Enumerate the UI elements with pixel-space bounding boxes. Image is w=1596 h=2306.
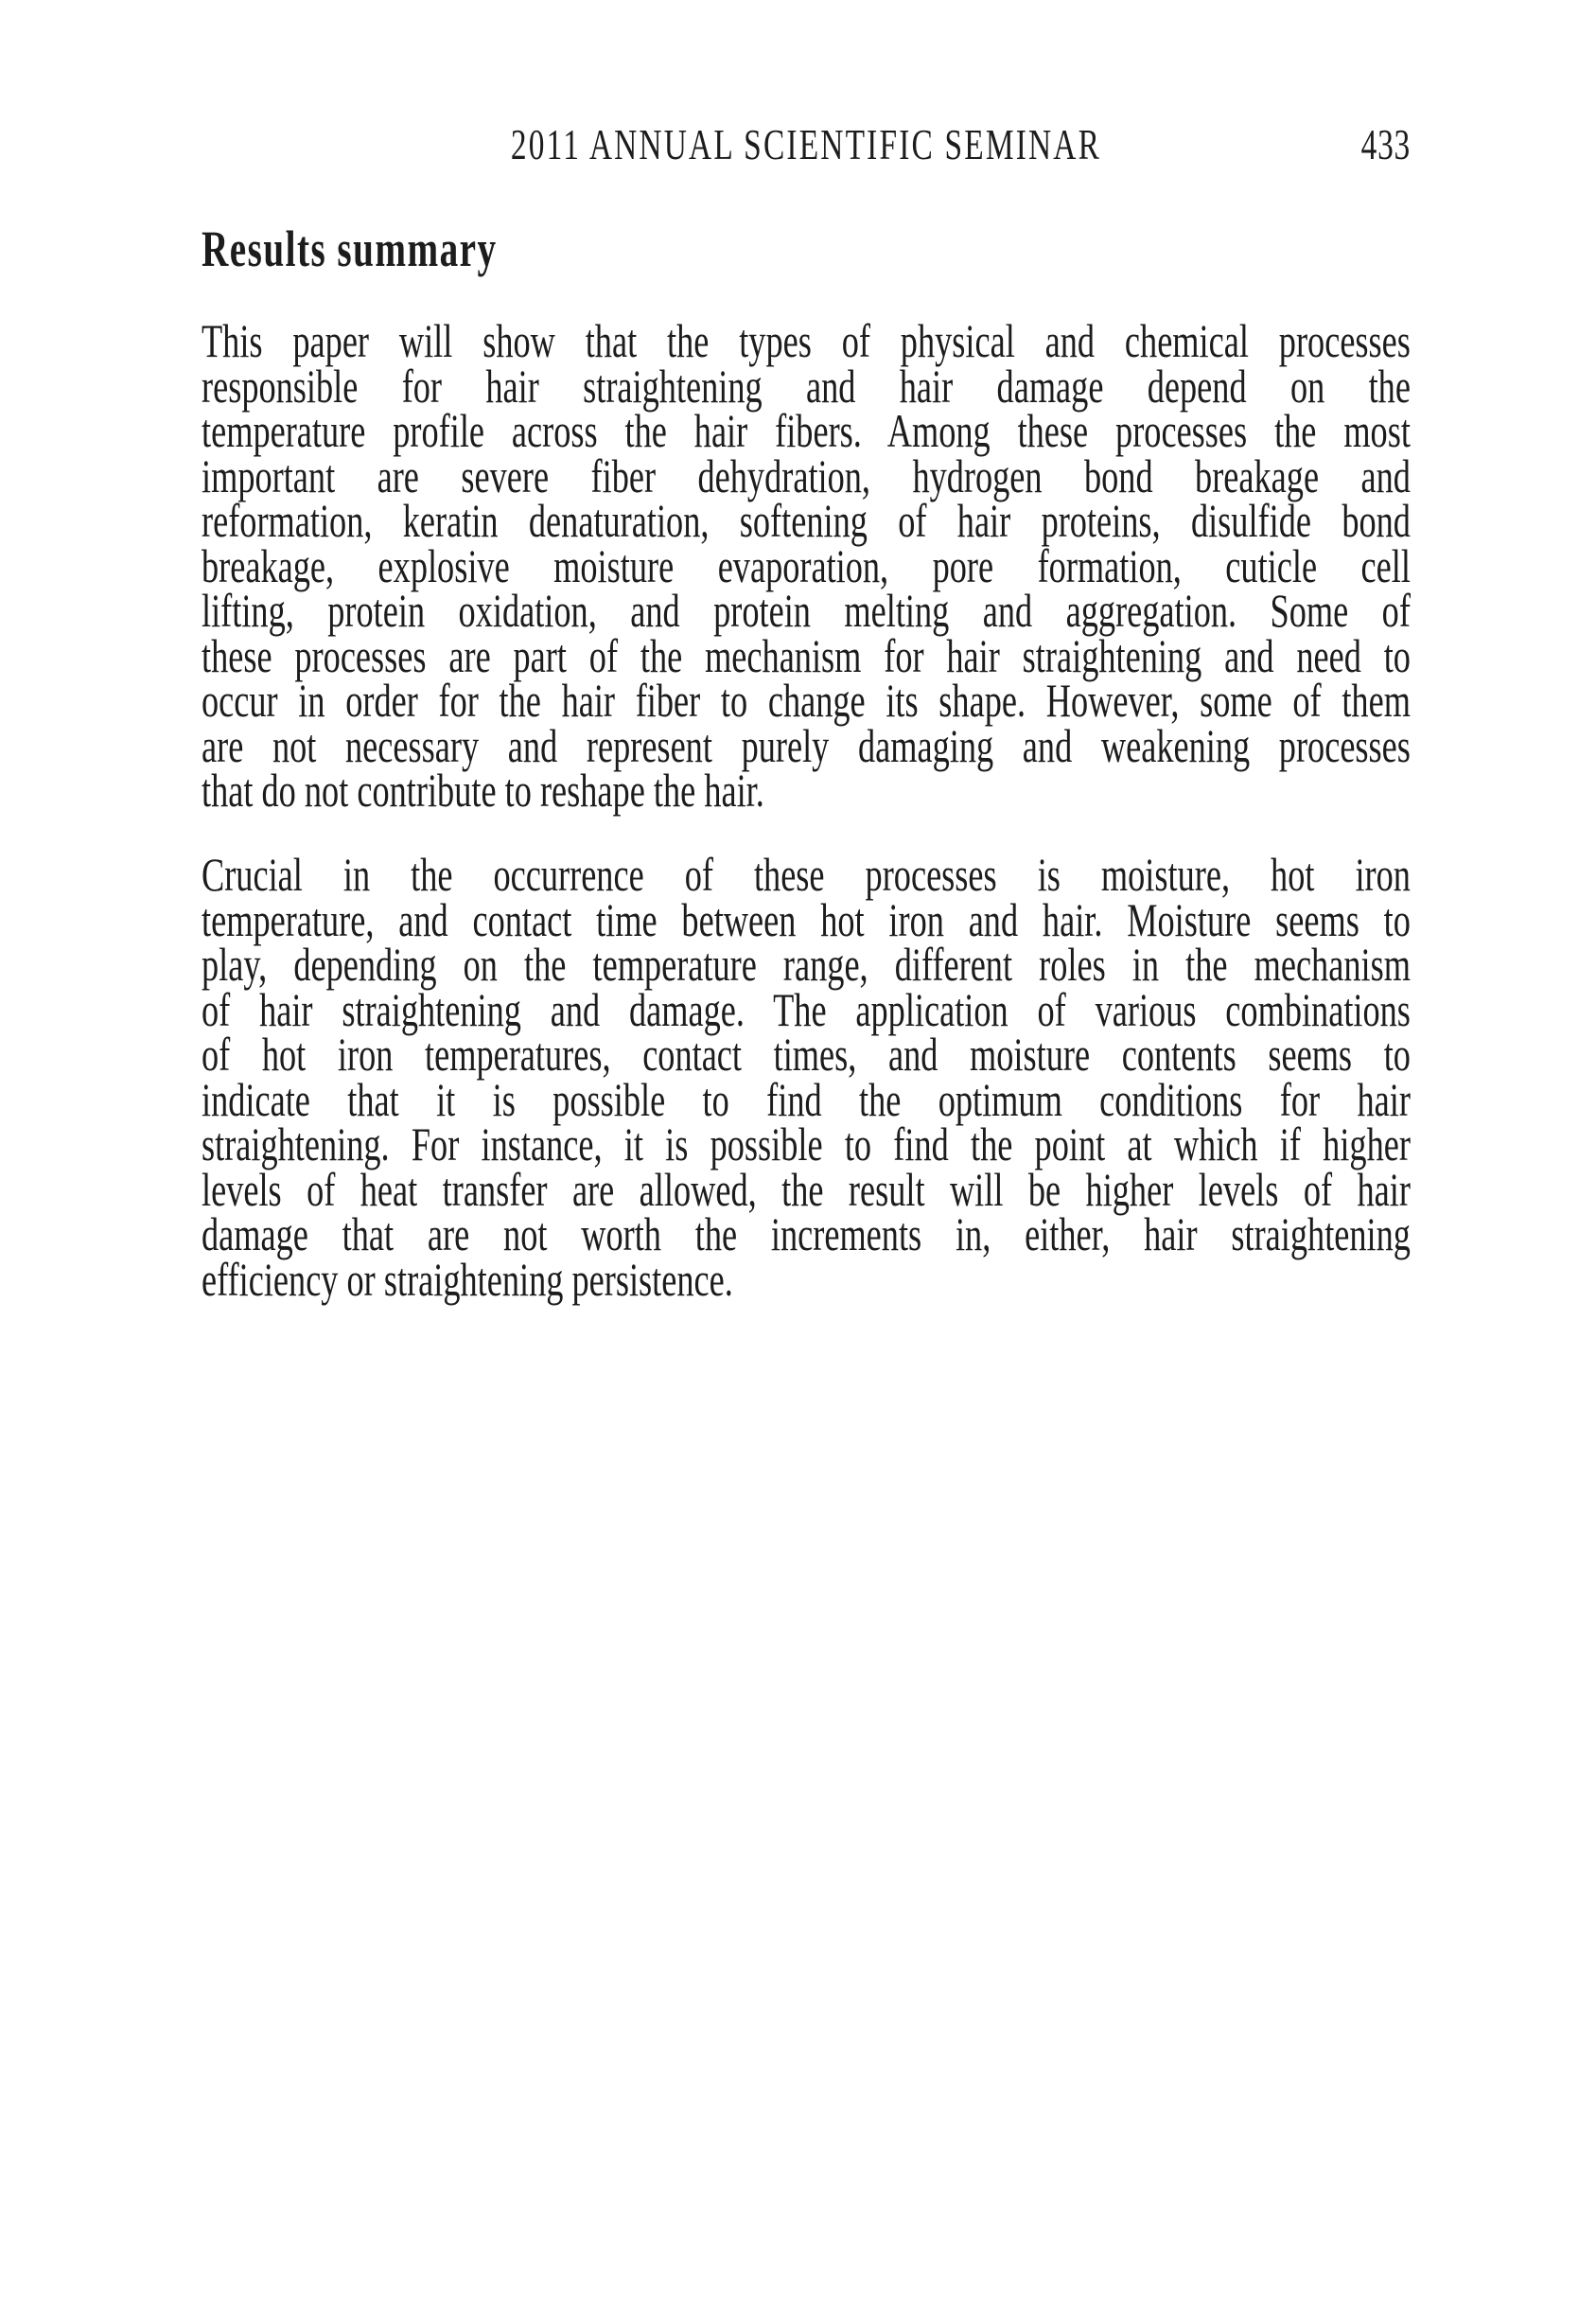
text-line: straightening. For instance, it is possible to find the point at which if higher [202, 1118, 1411, 1171]
text-line: of hot iron temperatures, contact times, and moisture contents seems to [202, 1028, 1411, 1081]
text-line: that do not contribute to reshape the hair. [202, 764, 764, 817]
page-header [202, 120, 1411, 170]
text-line: temperature profile across the hair fibers. Among these processes the most [202, 404, 1411, 457]
text-line: lifting, protein oxidation, and protein melting and aggregation. Some of [202, 584, 1411, 637]
text-line: these processes are part of the mechanism for hair straightening and need to [202, 628, 1411, 682]
text-line: This paper will show that the types of physical and chemical processes [202, 314, 1411, 367]
text-line: damage that are not worth the increments in, either, hair straightening [202, 1207, 1411, 1260]
text-line: levels of heat transfer are allowed, the result will be higher levels of hair [202, 1162, 1411, 1216]
text-line: responsible for hair straightening and hair damage depend on the [202, 359, 1411, 413]
text-line: temperature, and contact time between hot iron and hair. Moisture seems to [202, 892, 1411, 946]
text-line: play, depending on the temperature range, different roles in the mechanism [202, 938, 1411, 991]
text-line: are not necessary and represent purely damaging and weakening processes [202, 718, 1411, 772]
text-line: indicate that it is possible to find the optimum conditions for hair [202, 1072, 1411, 1126]
text-line: breakage, explosive moisture evaporation, pore formation, cuticle cell [202, 538, 1411, 592]
paragraph-results-1 [202, 314, 1411, 817]
paragraph-results-2 [202, 848, 1411, 1306]
text-line: of hair straightening and damage. The application of various combinations [202, 982, 1411, 1036]
text-line: Crucial in the occurrence of these processes is moisture, hot iron [202, 848, 1411, 901]
section-heading: Results summary [202, 220, 498, 277]
text-line: efficiency or straightening persistence. [202, 1252, 733, 1306]
running-title: 2011 ANNUAL SCIENTIFIC SEMINAR [510, 120, 1102, 168]
text-line: occur in order for the hair fiber to change its shape. However, some of them [202, 674, 1411, 727]
text-line: important are severe fiber dehydration, hydrogen bond breakage and [202, 449, 1411, 502]
text-line: reformation, keratin denaturation, softening of hair proteins, disulfide bond [202, 494, 1411, 547]
page-number: 433 [1360, 120, 1411, 168]
